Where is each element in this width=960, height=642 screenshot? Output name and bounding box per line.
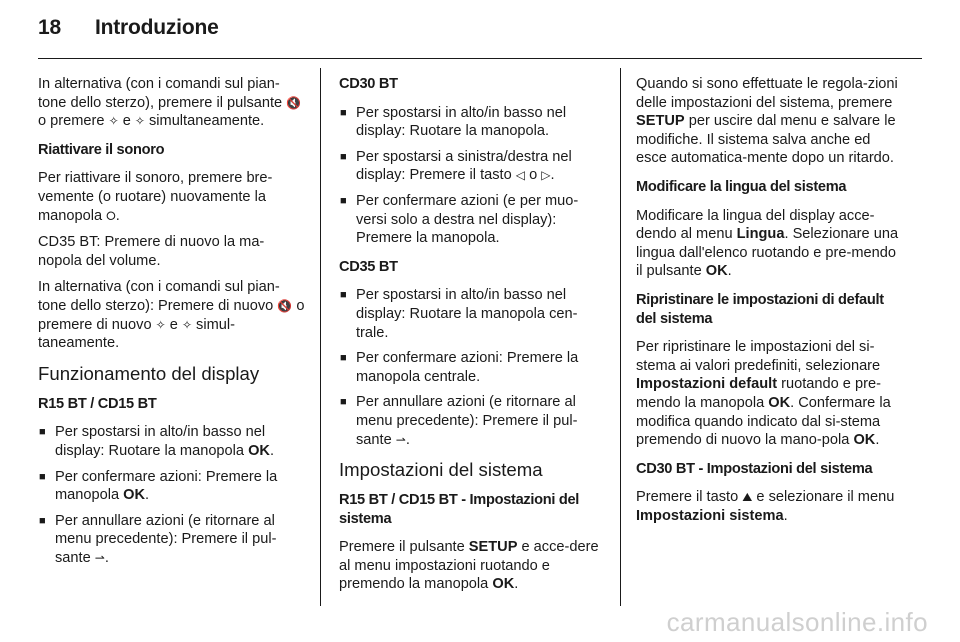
paragraph: Modificare la lingua del display acce-dendo al menu Lingua. Selezionare una lingua dall'elenco ruotando e pre-mendo il pulsante OK.: [636, 207, 899, 280]
column-1: [38, 75, 305, 577]
paragraph: In alternativa (con i comandi sul pian-tone dello sterzo): Premere di nuovo 🔇 o premere di nuovo ✧ e ✧ simul-taneamente.: [38, 279, 305, 352]
paragraph: CD35 BT: Premere di nuovo la ma-nopola del volume.: [38, 234, 265, 269]
header-rule: [38, 58, 922, 59]
mute-icon: 🔇: [286, 95, 302, 110]
back-icon: ⇀: [94, 550, 105, 565]
list-item: ■ Per spostarsi in alto/in basso nel display: Ruotare la manopola OK.: [38, 423, 305, 460]
paragraph: In alternativa (con i comandi sul pian-tone dello sterzo), premere il pulsante 🔇 o premere ✧ e ✧ simultaneamente.: [38, 76, 302, 130]
subheading-riattivare: Riattivare il sonoro: [38, 141, 165, 158]
bullet-list: [339, 104, 605, 248]
knob-icon: ⭘: [106, 208, 116, 223]
list-item: ■ Per confermare azioni: Premere la manopola centrale.: [339, 349, 605, 386]
subheading-ripristinare: Ripristinare le impostazioni di default del sistema: [636, 291, 884, 327]
mute-icon: 🔇: [277, 298, 293, 313]
right-arrow-icon: ▷: [541, 168, 551, 183]
list-item: ■ Per spostarsi in alto/in basso nel display: Ruotare la manopola cen-trale.: [339, 286, 605, 342]
page-title: Introduzione: [94, 16, 219, 39]
paragraph: Premere il tasto ⛰ e selezionare il menu Impostazioni sistema.: [636, 489, 895, 524]
paragraph: Quando si sono effettuate le regola-zioni delle impostazioni del sistema, premere SETUP per uscire dal menu e salvare le modifiche. Il sistema salva anche ed esce automatica-mente dopo un ritardo.: [636, 76, 898, 167]
column-divider-2: [620, 68, 621, 606]
arrow-up-down-icon: ✧: [181, 317, 192, 332]
arrow-up-down-icon: ✧: [108, 114, 119, 129]
list-item: ■ Per confermare azioni (e per muo-versi solo a destra nel display): Premere la manopola.: [339, 192, 605, 248]
bullet-list: [339, 286, 605, 449]
paragraph: Per riattivare il sonoro, premere bre-vemente (o ruotare) nuovamente la manopola ⭘.: [38, 170, 273, 224]
subheading-lingua: Modificare la lingua del sistema: [636, 178, 847, 195]
back-icon: ⇀: [395, 432, 406, 447]
page-number: 18: [38, 16, 61, 39]
list-item: ■ Per confermare azioni: Premere la manopola OK.: [38, 468, 305, 505]
section-heading-display: Funzionamento del display: [38, 362, 260, 384]
page-header: [38, 16, 219, 40]
section-heading-impostazioni: Impostazioni del sistema: [339, 459, 543, 481]
list-item: ■ Per spostarsi in alto/in basso nel display: Ruotare la manopola.: [339, 104, 605, 141]
column-2: [339, 75, 605, 604]
arrow-up-down-icon: ✧: [155, 317, 166, 332]
paragraph: Per ripristinare le impostazioni del si-stema ai valori predefiniti, selezionare Impostazioni default ruotando e pre-mendo la manopola OK. Confermare la modifica quando indicato dal si-stema premendo di nuovo la mano-pola OK.: [636, 339, 891, 449]
arrow-up-down-icon: ✧: [134, 114, 145, 129]
list-item: ■ Per spostarsi a sinistra/destra nel display: Premere il tasto ◁ o ▷.: [339, 148, 605, 185]
subheading-r15: R15 BT / CD15 BT: [38, 395, 157, 412]
subheading-r15-impostazioni: R15 BT / CD15 BT - Impostazioni del sistema: [339, 492, 580, 527]
subheading-cd30-impostazioni: CD30 BT - Impostazioni del sistema: [636, 460, 873, 477]
subheading-cd30: CD30 BT: [339, 76, 398, 92]
list-item: ■ Per annullare azioni (e ritornare al menu precedente): Premere il pul-sante ⇀.: [339, 393, 605, 449]
column-divider-1: [320, 68, 321, 606]
list-item: ■ Per annullare azioni (e ritornare al menu precedente): Premere il pul-sante ⇀.: [38, 512, 305, 568]
paragraph: Premere il pulsante SETUP e acce-dere al menu impostazioni ruotando e premendo la manopola OK.: [339, 539, 599, 593]
left-arrow-icon: ◁: [515, 168, 526, 183]
setup-icon: ⛰: [742, 490, 753, 505]
watermark: carmanualsonline.info: [666, 607, 928, 637]
subheading-cd35: CD35 BT: [339, 258, 398, 275]
bullet-list: [38, 423, 305, 567]
column-3: [636, 75, 904, 535]
